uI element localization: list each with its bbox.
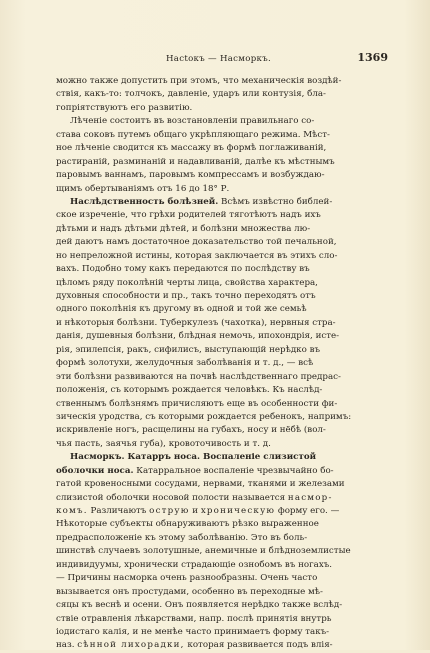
text-line <box>56 88 376 101</box>
text-line <box>56 330 376 343</box>
text-run: сяцы къ веснѣ и осени. Онъ появляется нерѣдко также вслѣд- <box>56 600 343 611</box>
text-line <box>56 317 376 330</box>
text-line <box>56 613 376 626</box>
text-run: ственнымъ болѣзнямъ причисляютъ еще въ особенности фи- <box>56 398 338 409</box>
text-line <box>56 626 376 639</box>
text-run: Различаютъ <box>87 506 150 516</box>
text-line <box>56 277 376 290</box>
text-run: іодистаго калія, и не менѣе часто принимаетъ форму такъ- <box>56 626 330 637</box>
text-run: ное лѣченіе сводится къ массажу въ формѣ поглаживаній, <box>56 143 327 154</box>
text-line <box>56 451 376 464</box>
text-line <box>56 599 376 612</box>
text-line <box>56 263 376 276</box>
text-line <box>56 465 376 478</box>
text-line <box>56 411 376 424</box>
text-line <box>56 518 376 531</box>
text-run: цѣломъ ряду поколѣній черты лица, свойства характера, <box>56 277 318 288</box>
text-line <box>56 156 376 169</box>
text-run: гатой кровеносными сосудами, нервами, тканями и железами <box>56 479 345 490</box>
text-line <box>56 398 376 411</box>
text-line <box>56 572 376 585</box>
text-run: наз. <box>56 640 78 651</box>
text-line <box>56 223 376 236</box>
text-line <box>56 183 376 196</box>
text-run: вахъ. Подобно тому какъ передаются по послѣдству въ <box>56 264 310 275</box>
text-run: Нѣкоторые субъекты обнаруживаютъ рѣзко выраженное <box>56 519 319 530</box>
text-run: рія, эпилепсія, ракъ, сифилисъ, выступающій нерѣдко въ <box>56 344 321 355</box>
text-run: эти болѣзни развиваются на почвѣ наслѣдственнаго предрас- <box>56 371 341 382</box>
text-line <box>56 169 376 182</box>
text-line <box>56 129 376 142</box>
text-line <box>56 344 376 357</box>
text-line <box>56 357 376 370</box>
text-run: искривленіе ногъ, расщелины на губахъ, носу и нёбѣ (вол- <box>56 425 326 436</box>
text-line <box>56 545 376 558</box>
page-header <box>54 50 388 68</box>
running-title: Насtокъ — Насморкъ. <box>166 54 272 64</box>
text-run: и <box>189 506 201 516</box>
text-line <box>56 371 376 384</box>
text-run: предрасположеніе къ этому заболѣванію. Это въ боль- <box>56 532 308 543</box>
text-line <box>56 196 376 209</box>
text-run: — Причины насморка очень разнообразны. Очень часто <box>56 573 318 584</box>
spaced-term: насмор- <box>287 492 333 503</box>
bold-heading: Насморкъ. Катарръ носа. Воспаленіе слизистой <box>70 452 317 463</box>
text-line <box>56 438 376 451</box>
text-run: форму его. — <box>275 506 340 516</box>
text-run: ствіе отравленія лѣкарствами, напр. послѣ принятія внутрь <box>56 613 332 624</box>
text-run: данія, душевныя болѣзни, блѣдная немочь, ипохондрія, исте- <box>56 331 340 342</box>
text-run: става соковъ путемъ общаго укрѣпляющаго режима. Мѣст- <box>56 129 330 140</box>
text-line <box>56 639 376 652</box>
bold-heading: оболочки носа. <box>56 465 134 476</box>
text-line <box>56 290 376 303</box>
text-run: Катарральное воспаленіе чрезвычайно бо- <box>133 465 334 476</box>
page-number: 1369 <box>357 51 388 64</box>
text-run: паровымъ ваннамъ, паровымъ компрессамъ и возбуждаю- <box>56 170 325 181</box>
text-run: Всѣмъ извѣстно библей- <box>218 196 333 207</box>
text-line <box>56 586 376 599</box>
text-run: одного поколѣнія къ другому въ одной и той же семьѣ <box>56 304 307 315</box>
spaced-term: острую <box>149 506 190 516</box>
text-run: зическія уродства, съ которыми рождается ребенокъ, напримъ: <box>56 411 352 422</box>
text-line <box>56 102 376 115</box>
spaced-term: сѣнной лихорадки, <box>77 640 185 651</box>
text-run: ствія, какъ-то: толчокъ, давленіе, ударъ или контузія, бла- <box>56 89 326 100</box>
text-line <box>56 424 376 437</box>
text-run: Лѣченіе состоитъ въ возстановленіи правильнаго со- <box>70 116 315 127</box>
spaced-term: комъ. <box>56 506 88 516</box>
text-run: щимъ обертываніямъ отъ 16 до 18° Р. <box>56 183 230 194</box>
text-line <box>56 532 376 545</box>
text-run: которая развивается подъ влія- <box>184 640 333 651</box>
text-run: индивидуумы, хронически страдающіе ознобомъ въ ногахъ. <box>56 559 333 570</box>
text-line <box>56 303 376 316</box>
spaced-term: хроническую <box>200 506 276 516</box>
text-run: дей даютъ намъ достаточное доказательство той печальной, <box>56 237 337 248</box>
text-run: положенія, съ которымъ рождается человѣкъ. Къ наслѣд- <box>56 385 323 396</box>
bold-heading: Наслѣдственность болѣзней. <box>70 196 219 207</box>
text-line <box>56 115 376 128</box>
text-line <box>56 384 376 397</box>
text-run: можно также допустить при этомъ, что механическія воздѣй- <box>56 76 342 86</box>
text-run: и нѣкоторыя болѣзни. Туберкулезъ (чахотка), нервныя стра- <box>56 317 336 328</box>
text-line <box>56 478 376 491</box>
text-run: чья пасть, заячья губа), кровоточивость и т. д. <box>56 438 271 449</box>
text-line <box>56 75 376 88</box>
text-run: дѣтьми и надъ дѣтьми дѣтей, и болѣзни множества лю- <box>56 223 311 234</box>
text-run: шинствѣ случаевъ золотушные, анемичные и блѣдноземлистые <box>56 546 351 557</box>
text-run: вызывается онъ простудами, особенно въ переходные мѣ- <box>56 586 323 597</box>
text-run: растираній, разминаній и надавливаній, далѣе къ мѣстнымъ <box>56 156 335 167</box>
text-run: слизистой оболочки носовой полости называется <box>56 492 288 503</box>
text-line <box>56 142 376 155</box>
text-run: ское изреченіе, что грѣхи родителей тяготѣютъ надъ ихъ <box>56 210 321 221</box>
text-line <box>56 236 376 249</box>
text-run: духовныя способности и пр., такъ точно переходятъ отъ <box>56 291 316 301</box>
text-line <box>56 209 376 222</box>
text-run: гопріятствуютъ его развитію. <box>56 102 193 113</box>
text-line <box>56 250 376 263</box>
text-run: но непреложной истины, которая заключается въ этихъ сло- <box>56 250 338 261</box>
text-line <box>56 559 376 572</box>
article-text <box>56 75 376 653</box>
text-line <box>56 505 376 518</box>
text-line <box>56 492 376 505</box>
text-run: формѣ золотухи, желудочныя заболѣванія и т. д., — всѣ <box>56 358 314 369</box>
